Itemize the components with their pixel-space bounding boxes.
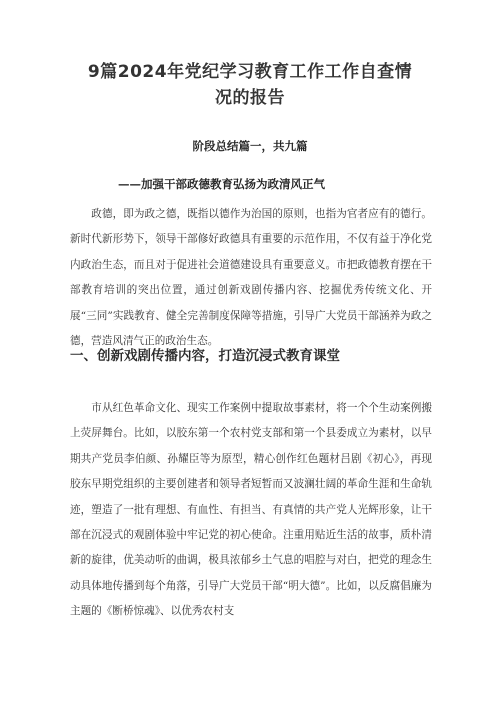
- body-paragraph: 市从红色革命文化、现实工作案例中提取故事素材，将一个个生动案例搬上荧屏舞台。比如，以胶东第一个农村党支部和第一个县委成立为素材，以早期共产党员李伯颜、孙耀臣等为原型，精心创作红色题材吕剧《初心》，再现胶东早期党组织的主要创建者和领导者短暂而又波澜壮阔的革命生涯和生命轨迹，塑造了一批有理想、有血性、有担当、有真情的共产党人光辉形象，让干部在沉浸式的观剧体验中牢记党的初心使命。注重用贴近生活的故事，质朴清新的旋律，优美动听的曲调，极具浓郁乡土气息的唱腔与对白，把党的理念生动具体地传播到每个角落，引导广大党员干部“明大德”。比如，以反腐倡廉为主题的《断桥惊魂》、以优秀农村支: [70, 402, 432, 618]
- document-title-line-2: 况的报告: [215, 88, 285, 108]
- section-subtitle: ——加强干部政德教育弘扬为政清风正气: [118, 177, 325, 191]
- intro-paragraph: 政德，即为政之德，既指以德作为治国的原则，也指为官者应有的德行。新时代新形势下，领导干部修好政德具有重要的示范作用，不仅有益于净化党内政治生态，而且对于促进社会道德建设具有重要意义。市把政德教育摆在干部教育培训的突出位置，通过创新戏剧传播内容、挖掘优秀传统文化、开展“三同”实践教育、健全完善制度保障等措施，引导广大党员干部涵养为政之德，营造风清气正的政治生态。: [70, 208, 432, 348]
- document-title-line-1: 9篇2024年党纪学习教育工作工作自查情: [87, 62, 413, 82]
- section-heading: 阶段总结篇一，共九篇: [192, 139, 308, 153]
- heading-one: 一、创新戏剧传播内容，打造沉浸式教育课堂: [70, 348, 340, 364]
